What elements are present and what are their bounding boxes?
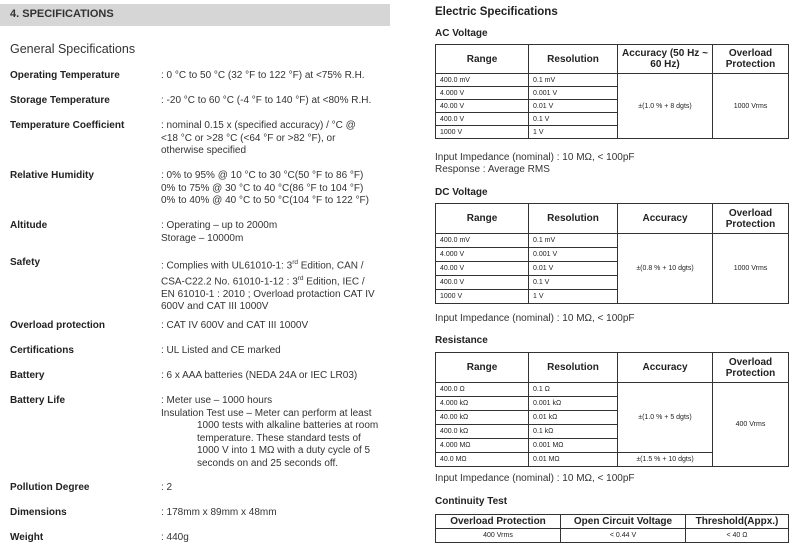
range-cell: 400.0 kΩ [436, 425, 529, 439]
spec-label: Battery [10, 370, 45, 381]
resolution-cell: 1 V [529, 126, 618, 139]
spec-label: Overload protection [10, 320, 106, 331]
spec-label: Dimensions [10, 507, 67, 518]
overload-cell: 1000 Vrms [713, 74, 789, 139]
spec-value-line: EN 61010-1 : 2010 ; Overload protaction CAT IV [161, 288, 375, 300]
range-cell: 400.0 V [436, 276, 529, 290]
overload-header: Overload Protection [713, 204, 789, 234]
accuracy-header: Accuracy [618, 204, 713, 234]
accuracy-header: Accuracy (50 Hz ~ 60 Hz) [618, 45, 713, 74]
spec-value [161, 395, 378, 471]
spec-value [161, 170, 369, 208]
range-cell: 400.0 mV [436, 234, 529, 248]
spec-value-line: 1000 tests with alkaline batteries at room [197, 420, 379, 432]
resolution-cell: 0.1 V [529, 113, 618, 126]
spec-label: Safety [10, 257, 41, 268]
range-cell: 4.000 MΩ [436, 439, 529, 453]
resolution-cell: 0.1 mV [529, 74, 618, 87]
resolution-cell: 0.01 MΩ [529, 453, 618, 467]
range-header: Range [436, 204, 529, 234]
spec-label: Weight [10, 532, 44, 543]
spec-value [161, 482, 172, 495]
ct-overload-value: 400 Vrms [436, 529, 561, 543]
spec-value-line: CSA-C22.2 No. 61010-1-12 : 3rd Edition, IEC / [161, 274, 365, 288]
range-cell: 1000 V [436, 290, 529, 304]
spec-value-line: 600V and CAT III 1000V [161, 301, 269, 313]
accuracy-cell: ±(1.5 % + 10 dgts) [618, 453, 713, 467]
range-cell: 400.0 mV [436, 74, 529, 87]
resolution-cell: 0.1 V [529, 276, 618, 290]
spec-value-line: temperature. These standard tests of [197, 432, 361, 444]
spec-value [161, 257, 375, 314]
spec-value-line: 1000 V into 1 MΩ with a duty cycle of 5 [197, 445, 371, 457]
overload-header: Overload Protection [713, 45, 789, 74]
spec-value [161, 120, 356, 158]
range-header: Range [436, 45, 529, 74]
ac-voltage-table [435, 44, 789, 139]
spec-value [161, 532, 189, 545]
electric-specs-heading: Electric Specifications [435, 6, 558, 18]
resolution-cell: 0.001 MΩ [529, 439, 618, 453]
range-header: Range [436, 353, 529, 383]
general-specs-heading: General Specifications [10, 42, 136, 56]
spec-value-line: : Complies with UL61010-1: 3rd Edition, CAN / [161, 259, 364, 272]
spec-label: Altitude [10, 220, 48, 231]
range-cell: 4.000 V [436, 87, 529, 100]
resolution-cell: 0.01 kΩ [529, 411, 618, 425]
spec-value-line: : UL Listed and CE marked [161, 345, 281, 356]
resolution-cell: 0.1 mV [529, 234, 618, 248]
spec-value [161, 345, 281, 358]
spec-value-line: : 0% to 95% @ 10 °C to 30 °C(50 °F to 86 °F) [161, 170, 364, 181]
range-cell: 40.00 kΩ [436, 411, 529, 425]
spec-value [161, 370, 357, 383]
dc-input-impedance-note: Input Impedance (nominal) : 10 MΩ, < 100pF [435, 313, 635, 324]
accuracy-cell: ±(0.8 % + 10 dgts) [618, 234, 713, 304]
spec-value-line: <18 °C or >28 °C (<64 °F or >82 °F), or [161, 132, 336, 144]
spec-value-line: : 178mm x 89mm x 48mm [161, 507, 277, 518]
spec-value-line: 0% to 75% @ 30 °C to 40 °C(86 °F to 104 °F) [161, 182, 364, 194]
resistance-table [435, 352, 789, 467]
spec-label: Battery Life [10, 395, 66, 406]
resolution-cell: 0.001 kΩ [529, 397, 618, 411]
ct-overload-header: Overload Protection [436, 515, 561, 529]
continuity-test-title: Continuity Test [435, 496, 508, 507]
spec-value [161, 220, 277, 245]
ac-input-impedance-note: Input Impedance (nominal) : 10 MΩ, < 100pF [435, 152, 635, 163]
resolution-cell: 0.1 kΩ [529, 425, 618, 439]
res-input-impedance-note: Input Impedance (nominal) : 10 MΩ, < 100pF [435, 473, 635, 484]
ct-threshold-value: < 40 Ω [686, 529, 789, 543]
ct-threshold-header: Threshold(Appx.) [686, 515, 789, 529]
spec-label: Pollution Degree [10, 482, 90, 493]
spec-label: Certifications [10, 345, 74, 356]
range-cell: 40.00 V [436, 262, 529, 276]
resistance-title: Resistance [435, 335, 488, 346]
spec-value-line: : 6 x AAA batteries (NEDA 24A or IEC LR03) [161, 370, 358, 381]
spec-value-line: : 0 °C to 50 °C (32 °F to 122 °F) at <75% R.H. [161, 70, 365, 81]
spec-value-line: Insulation Test use – Meter can perform at least [161, 407, 372, 419]
overload-header: Overload Protection [713, 353, 789, 383]
resolution-cell: 1 V [529, 290, 618, 304]
spec-value-line: : -20 °C to 60 °C (-4 °F to 140 °F) at <80% R.H. [161, 95, 372, 106]
spec-value-line: : 2 [161, 482, 173, 493]
spec-label: Storage Temperature [10, 95, 110, 106]
resolution-cell: 0.1 Ω [529, 383, 618, 397]
spec-label: Temperature Coefficient [10, 120, 125, 131]
spec-value-line: : Operating – up to 2000m [161, 220, 278, 231]
spec-value [161, 320, 308, 333]
spec-value-line: : CAT IV 600V and CAT III 1000V [161, 320, 309, 331]
ct-open-circuit-header: Open Circuit Voltage [561, 515, 686, 529]
ct-open-circuit-value: < 0.44 V [561, 529, 686, 543]
resolution-header: Resolution [529, 353, 618, 383]
spec-value-line: otherwise specified [161, 145, 247, 157]
resolution-cell: 0.001 V [529, 248, 618, 262]
range-cell: 4.000 kΩ [436, 397, 529, 411]
spec-label: Operating Temperature [10, 70, 120, 81]
spec-label: Relative Humidity [10, 170, 94, 181]
resolution-header: Resolution [529, 45, 618, 74]
range-cell: 40.0 MΩ [436, 453, 529, 467]
spec-value-line: : Meter use – 1000 hours [161, 395, 273, 406]
dc-voltage-title: DC Voltage [435, 187, 488, 198]
overload-cell: 1000 Vrms [713, 234, 789, 304]
continuity-test-table [435, 514, 789, 543]
section-title: 4. SPECIFICATIONS [10, 8, 114, 20]
accuracy-header: Accuracy [618, 353, 713, 383]
spec-value-line: : 440g [161, 532, 189, 543]
overload-cell: 400 Vrms [713, 383, 789, 467]
spec-value [161, 95, 371, 108]
spec-value-line: 0% to 40% @ 40 °C to 50 °C(104 °F to 122 °F) [161, 195, 369, 207]
spec-value [161, 70, 365, 83]
section-header-bar [0, 4, 390, 26]
range-cell: 1000 V [436, 126, 529, 139]
accuracy-cell: ±(1.0 % + 5 dgts) [618, 383, 713, 453]
range-cell: 4.000 V [436, 248, 529, 262]
spec-value-line: : nominal 0.15 x (specified accuracy) / °C @ [161, 120, 356, 131]
spec-value [161, 507, 277, 520]
resolution-header: Resolution [529, 204, 618, 234]
range-cell: 400.0 V [436, 113, 529, 126]
dc-voltage-table [435, 203, 789, 304]
accuracy-cell: ±(1.0 % + 8 dgts) [618, 74, 713, 139]
resolution-cell: 0.01 V [529, 100, 618, 113]
range-cell: 400.0 Ω [436, 383, 529, 397]
ac-voltage-title: AC Voltage [435, 28, 488, 39]
spec-value-line: Storage – 10000m [161, 232, 244, 244]
spec-value-line: seconds on and 25 seconds off. [197, 457, 339, 469]
ac-response-note: Response : Average RMS [435, 164, 550, 175]
resolution-cell: 0.001 V [529, 87, 618, 100]
resolution-cell: 0.01 V [529, 262, 618, 276]
range-cell: 40.00 V [436, 100, 529, 113]
